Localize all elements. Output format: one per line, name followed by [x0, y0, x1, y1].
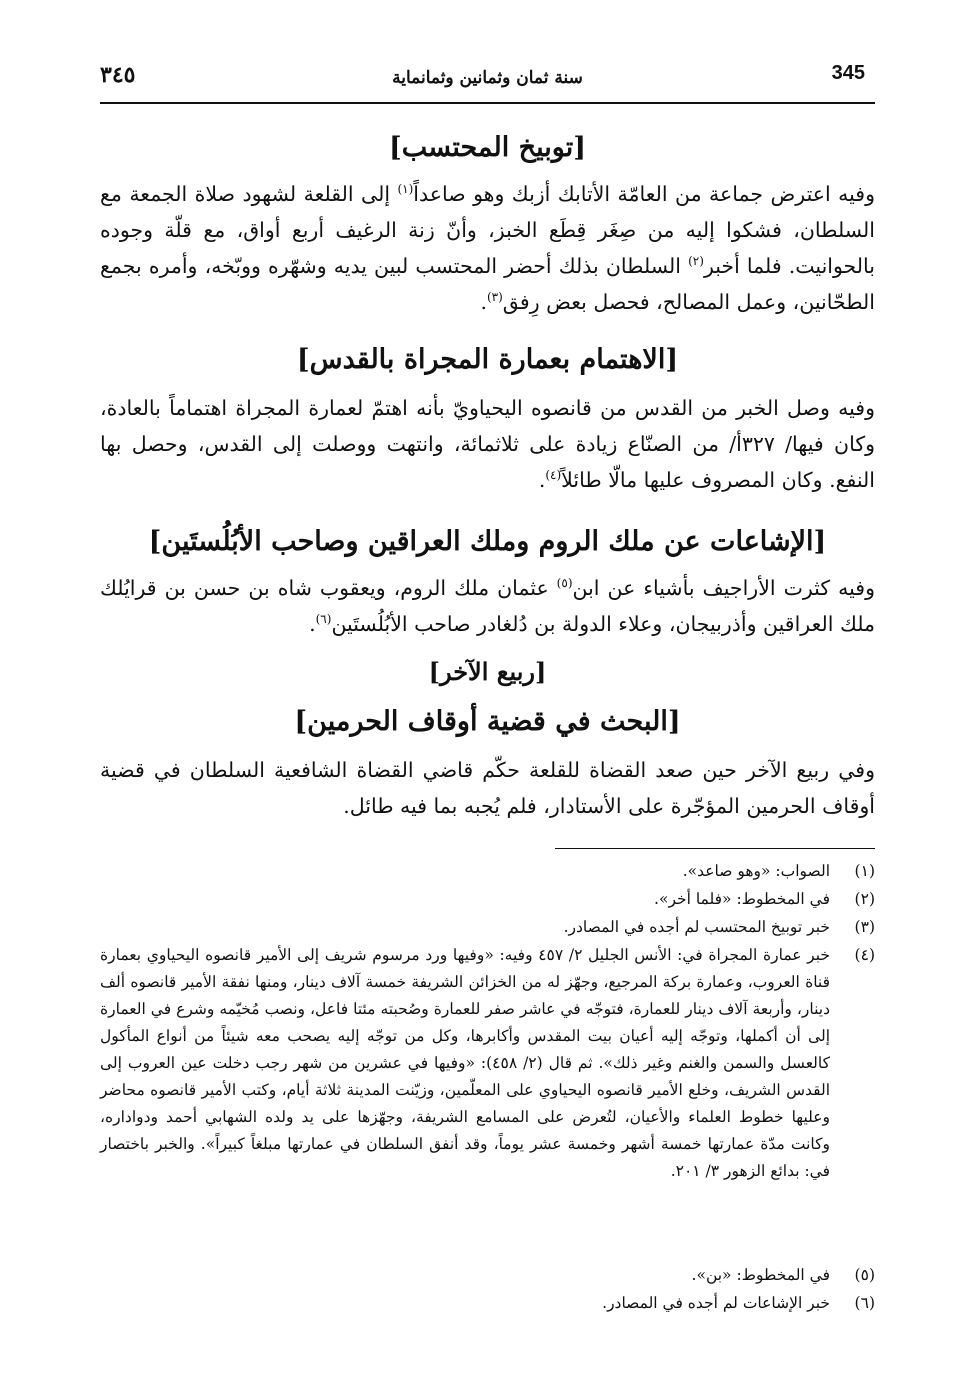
- footnote-number: (٣): [854, 918, 875, 936]
- footnote-item: [100, 858, 875, 885]
- footnote-item: [100, 942, 875, 1185]
- footnote-item: [100, 914, 875, 941]
- page-header: [100, 62, 875, 104]
- footnote-text: خبر عمارة المجراة في: الأنس الجليل ٢/ ٤٥٧ وفيه: «وفيها ورد مرسوم شريف إلى الأمير قانصوه اليحياوي بعمارة قناة العروب، وعمارة بركة المرجيع، وجهّز له من الخزائن الشريفة خمسة آلاف دينار، ومنها نفقة الأمير قانصوه ألف دينار، وأربعة آلاف دينار للعمارة، فتوجّه في عاشر صفر للعمارة وصُحبته مئتا فاعل، ونصب مُخيّمه وشرع في العمارة إلى أن أكملها، وتوجّه إليه أعيان بيت المقدس وأكابرها، وكل من توجّه إليه يصحب معه شيئاً من أنواع المأكول كالعسل والسمن والغنم وغير ذلك». ثم قال (٢/ ٤٥٨): «وفيها في عشرين من شهر رجب دخلت عين العروب إلى القدس الشريف، وخلع الأمير قانصوه اليحياوي على المعلّمين، وزيّنت المدينة ثلاثة أيام، وكتب الأمير قانصوه محاضر وعليها خطوط العلماء والأعيان، لتُعرض على المسامع الشريفة، وجهّزها على يد ولده الشهابي أحمد ودواداره، وكانت مدّة عمارتها خمسة أشهر وخمسة عشر يوماً، وقد أنفق السلطان في عمارتها مبلغاً كبيراً». والخبر باختصار في: بدائع الزهور ٣/ ٢٠١.: [100, 946, 830, 1180]
- footnote-ref[interactable]: (٢): [688, 254, 704, 269]
- section-heading-majrat: [الاهتمام بعمارة المجراة بالقدس]: [296, 344, 679, 375]
- footnote-ref[interactable]: (٣): [486, 290, 503, 305]
- footnote-ref[interactable]: (٤): [545, 468, 562, 483]
- footnote-number: (١): [854, 862, 875, 880]
- footnote-text: خبر الإشاعات لم أجده في المصادر.: [602, 1294, 830, 1312]
- footnote-number: (٥): [854, 1266, 875, 1284]
- footnote-text: الصواب: «وهو صاعد».: [682, 862, 830, 880]
- section-heading-rumors: [الإشاعات عن ملك الروم وملك العراقين وصاحب الأبُلُستَين]: [148, 526, 827, 557]
- footnote-ref[interactable]: (٥): [556, 576, 573, 591]
- section-paragraph-majrat: وفيه وصل الخبر من القدس من قانصوه اليحياويّ بأنه اهتمّ لعمارة المجراة اهتماماً بالعادة، وكان فيها/ ٣٢٧أ/ من الصنّاع زيادة على ثلاثمائة، وانتهت ووصلت إلى القدس، وحصل بها النفع. وكان المصروف عليها مالّا طائلاً$^{(٤)}$.: [100, 396, 875, 492]
- book-page: [100, 0, 875, 1382]
- footnote-item: [100, 1290, 875, 1317]
- footnote-ref[interactable]: (٦): [315, 612, 332, 627]
- footnote-ref[interactable]: (١): [397, 182, 414, 197]
- section-heading-awqaf: [البحث في قضية أوقاف الحرمين]: [294, 706, 681, 737]
- footnote-text: في المخطوط: «فلما أخر».: [654, 890, 830, 908]
- footnote-divider: [555, 848, 875, 849]
- footnote-number: (٦): [854, 1294, 875, 1312]
- page-number-arabic: ٣٤٥: [100, 62, 136, 88]
- footnote-number: (٢): [854, 890, 875, 908]
- footnote-item: [100, 886, 875, 913]
- section-paragraph-rumors: وفيه كثرت الأراجيف بأشياء عن ابن$^{(٥)}$ عثمان ملك الروم، ويعقوب شاه بن حسن بن قرايُلك ملك العراقين وأذربيجان، وعلاء الدولة بن دُلغادر صاحب الأبُلُستَين$^{(٦)}$.: [100, 576, 875, 636]
- section-heading-muhtasib: [توبيخ المحتسب]: [388, 132, 586, 163]
- footnote-text: في المخطوط: «بن».: [691, 1266, 830, 1284]
- footnote-text: خبر توبيخ المحتسب لم أجده في المصادر.: [563, 918, 830, 936]
- footnote-number: (٤): [854, 946, 875, 964]
- footnote-item: [100, 1262, 875, 1289]
- section-paragraph-muhtasib: وفيه اعترض جماعة من العامّة الأتابك أزبك وهو صاعداً$^{(١)}$ إلى القلعة لشهود صلاة الجمعة مع السلطان، فشكوا إليه من صِغَر قِطَع الخبز، وأنّ زنة الرغيف أربع أواق، مع قلّة وجوده بالحوانيت. فلما أخبر$^{(٢)}$ السلطان بذلك أحضر المحتسب لبين يديه وشهّره ووبّخه، وأمره بجمع الطحّانين، وعمل المصالح، فحصل بعض رِفق$^{(٣)}$.: [100, 182, 875, 314]
- running-title: سنة ثمان وثمانين وثمانماية: [392, 68, 583, 88]
- month-heading: [ربيع الآخر]: [428, 657, 547, 686]
- page-number-latin: 345: [831, 62, 865, 84]
- section-paragraph-awqaf: وفي ربيع الآخر حين صعد القضاة للقلعة حكّم قاضي القضاة الشافعية السلطان في قضية أوقاف الحرمين المؤجّرة على الأستادار، فلم يُجبه بما فيه طائل.: [100, 758, 875, 818]
